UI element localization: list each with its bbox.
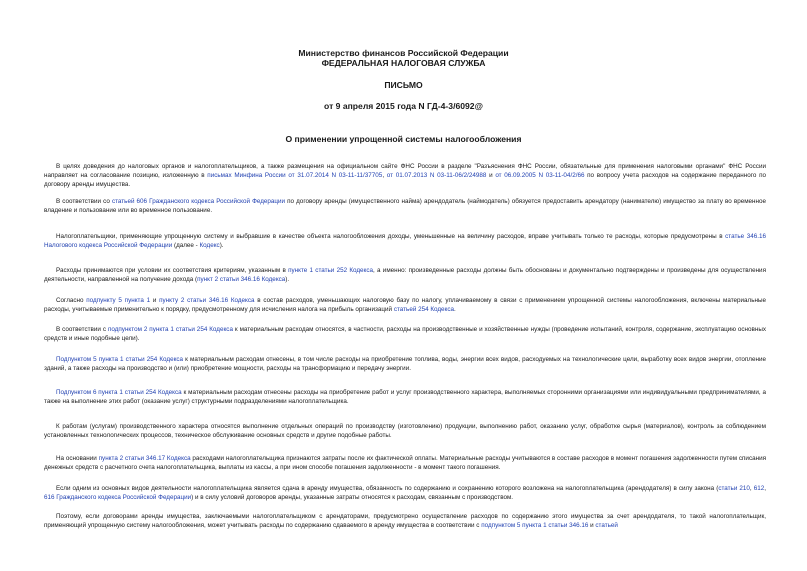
paragraph-3: [44, 233, 766, 251]
legal-reference-link[interactable]: статьей 254 Кодекса: [393, 305, 455, 313]
paragraph-7: [44, 356, 766, 374]
paragraph-text: Расходы принимаются при условии их соответствия критериям, указанным в: [56, 267, 289, 274]
legal-reference-link[interactable]: подпунктом 2 пункта 1 статьи 254 Кодекса: [107, 326, 233, 333]
legal-reference-link[interactable]: пункта 2 статьи 346.17 Кодекса: [98, 455, 191, 462]
paragraph-text: по вопросу учета расходов на содержание переданного по договору аренды имущества.: [44, 171, 766, 188]
paragraph-text: , а именно: произведенные расходы должны быть обоснованы и документально подтверждены и произведены для осуществления деятельности, направленной на получение дохода (: [44, 267, 766, 283]
paragraph-6: [44, 326, 766, 344]
paragraph-text: ) и в силу условий договоров аренды, указанные затраты относятся к расходам, связанным с производством.: [191, 493, 514, 501]
legal-reference-link[interactable]: 612: [753, 485, 765, 492]
paragraph-text: В целях доведения до налоговых органов и налогоплательщиков, а также размещения на официальном сайте ФНС России в разделе "Разъяснения ФНС России, обязательные для применения налоговыми органами" ФНС России направляет на согласование позицию, изложенную в: [44, 163, 766, 179]
paragraph-text: В соответствии со: [56, 198, 112, 205]
legal-reference-link[interactable]: статьи 210: [718, 485, 750, 492]
paragraph-text: по договору аренды (имущественного найма) арендодатель (наймодатель) обязуется предоставить арендатору (нанимателю) имущество за плату во временное владение и пользование или во временное пользование.: [44, 198, 766, 214]
legal-reference-link[interactable]: Подпунктом 6 пункта 1 статьи 254 Кодекса: [56, 389, 182, 396]
ministry-heading: Министерство финансов Российской Федерации: [298, 48, 509, 58]
legal-reference-link[interactable]: статье 346.16 Налогового кодекса Российской Федерации: [44, 233, 766, 249]
paragraph-text: к материальным расходам отнесены расходы на приобретение работ и услуг производственного характера, выполняемых сторонними организациями или индивидуальными предпринимателями, а также на выполнение этих работ (оказание услуг) структурными подразделениями налогоплательщика.: [44, 389, 766, 405]
legal-reference-link[interactable]: статьей: [595, 521, 618, 529]
paragraph-text: ,: [764, 485, 767, 492]
paragraph-text: расходами налогоплательщика признаются затраты после их фактической оплаты. Материальные расходы учитываются в составе расходов в момент погашения задолженности путем списания денежных средств с расчетного счета налогоплательщика, выплаты из кассы, а при ином способе погашения задолженности - в момент такого погашения.: [44, 455, 766, 471]
paragraph-text: На основании: [56, 455, 99, 462]
legal-reference-link[interactable]: подпункту 5 пункта 1: [86, 297, 151, 304]
document-date-number: от 9 апреля 2015 года N ГД-4-3/6092@: [324, 101, 483, 111]
legal-reference-link[interactable]: письмах Минфина России от 31.07.2014 N 03-11-11/37705: [207, 171, 383, 179]
paragraph-text: ).: [285, 275, 290, 283]
legal-reference-link[interactable]: 616 Гражданского кодекса Российской Федерации: [44, 493, 192, 501]
paragraph-text: и: [588, 521, 596, 529]
legal-reference-link[interactable]: Подпунктом 5 пункта 1 статьи 254 Кодекса: [56, 356, 184, 363]
paragraph-text: и: [150, 297, 160, 304]
paragraph-9: [44, 423, 766, 441]
paragraph-text: к материальным расходам относятся, в частности, расходы на производственные и хозяйственные нужды (проведение испытаний, контроля, содержание, эксплуатацию основных средств и иные подобные цели).: [44, 326, 766, 342]
paragraph-text: В соответствии с: [56, 326, 108, 333]
paragraph-4: [44, 267, 766, 285]
paragraph-text: в состав расходов, уменьшающих налоговую базу по налогу, уплачиваемому в связи с применением упрощенной системы налогообложения, включены материальные расходы, учитываемые применительно к порядку, предусмотренному для исчисления налога на прибыль организаций: [44, 297, 766, 313]
paragraph-text: (далее -: [172, 241, 200, 249]
legal-reference-link[interactable]: пункте 1 статьи 252 Кодекса: [288, 267, 374, 274]
paragraph-5: [44, 297, 766, 315]
service-heading: ФЕДЕРАЛЬНАЯ НАЛОГОВАЯ СЛУЖБА: [321, 58, 486, 68]
paragraph-text: Поэтому, если договорами аренды имущества, заключаемыми налогоплательщиком с арендаторами, предусмотрено осуществление расходов по содержанию этого имущества за счет арендодателя, то такой налогоплательщик, применяющий упрощенную систему налогообложения, может учитывать расходы по содержанию сдаваемого в аренду имущества в соответствии с: [44, 513, 766, 529]
legal-reference-link[interactable]: статьей 606 Гражданского кодекса Российской Федерации: [111, 198, 286, 205]
legal-reference-link[interactable]: пункту 2 статьи 346.16 Кодекса: [159, 297, 255, 304]
paragraph-8: [44, 389, 766, 407]
paragraph-text: и: [486, 171, 496, 179]
paragraph-10: [44, 455, 766, 473]
paragraph-12: [44, 513, 766, 531]
paragraph-11: [44, 485, 766, 503]
paragraph-text: .: [454, 305, 456, 313]
paragraph-1: [44, 163, 766, 189]
legal-reference-link[interactable]: пункт 2 статьи 346.16 Кодекса: [197, 275, 286, 283]
paragraph-text: ,: [382, 171, 387, 179]
legal-reference-link[interactable]: от 01.07.2013 N 03-11-06/2/24988: [386, 171, 487, 179]
paragraph-text: Налогоплательщики, применяющие упрощенную систему и выбравшие в качестве объекта налогообложения доходы, уменьшенные на величину расходов, вправе учитывать только те расходы, которые предусмотрены в: [56, 233, 726, 240]
legal-reference-link[interactable]: Кодекс: [199, 241, 220, 249]
paragraph-text: К работам (услугам) производственного характера относятся выполнение отдельных операций по производству (изготовлению) продукции, выполнению работ, оказанию услуг, обработке сырья (материалов), контроль за соблюдением установленных технологических процессов, техническое обслуживание основных средств и другие подобные работы.: [44, 423, 766, 439]
paragraph-text: ,: [749, 485, 754, 492]
legal-reference-link[interactable]: подпунктом 5 пункта 1 статьи 346.16: [481, 521, 589, 529]
document-subject: О применении упрощенной системы налогообложения: [285, 134, 522, 144]
document-type: ПИСЬМО: [384, 80, 423, 90]
legal-reference-link[interactable]: от 06.09.2005 N 03-11-04/2/66: [495, 171, 585, 179]
paragraph-text: ).: [219, 241, 224, 249]
paragraph-text: Согласно: [56, 297, 87, 304]
paragraph-2: [44, 198, 766, 216]
paragraph-text: к материальным расходам отнесены, в том числе расходы на приобретение топлива, воды, энергии всех видов, расходуемых на технологические цели, выработку всех видов энергии, отопление зданий, а также расходы на производство и (или) приобретение мощности, расходы на трансформацию и передачу энергии.: [44, 356, 766, 372]
paragraph-text: Если одним из основных видов деятельности налогоплательщика является сдача в аренду имущества, обязанность по содержанию и сохранению которого возложена на налогоплательщика (арендодателя) в силу закона (: [56, 485, 719, 492]
